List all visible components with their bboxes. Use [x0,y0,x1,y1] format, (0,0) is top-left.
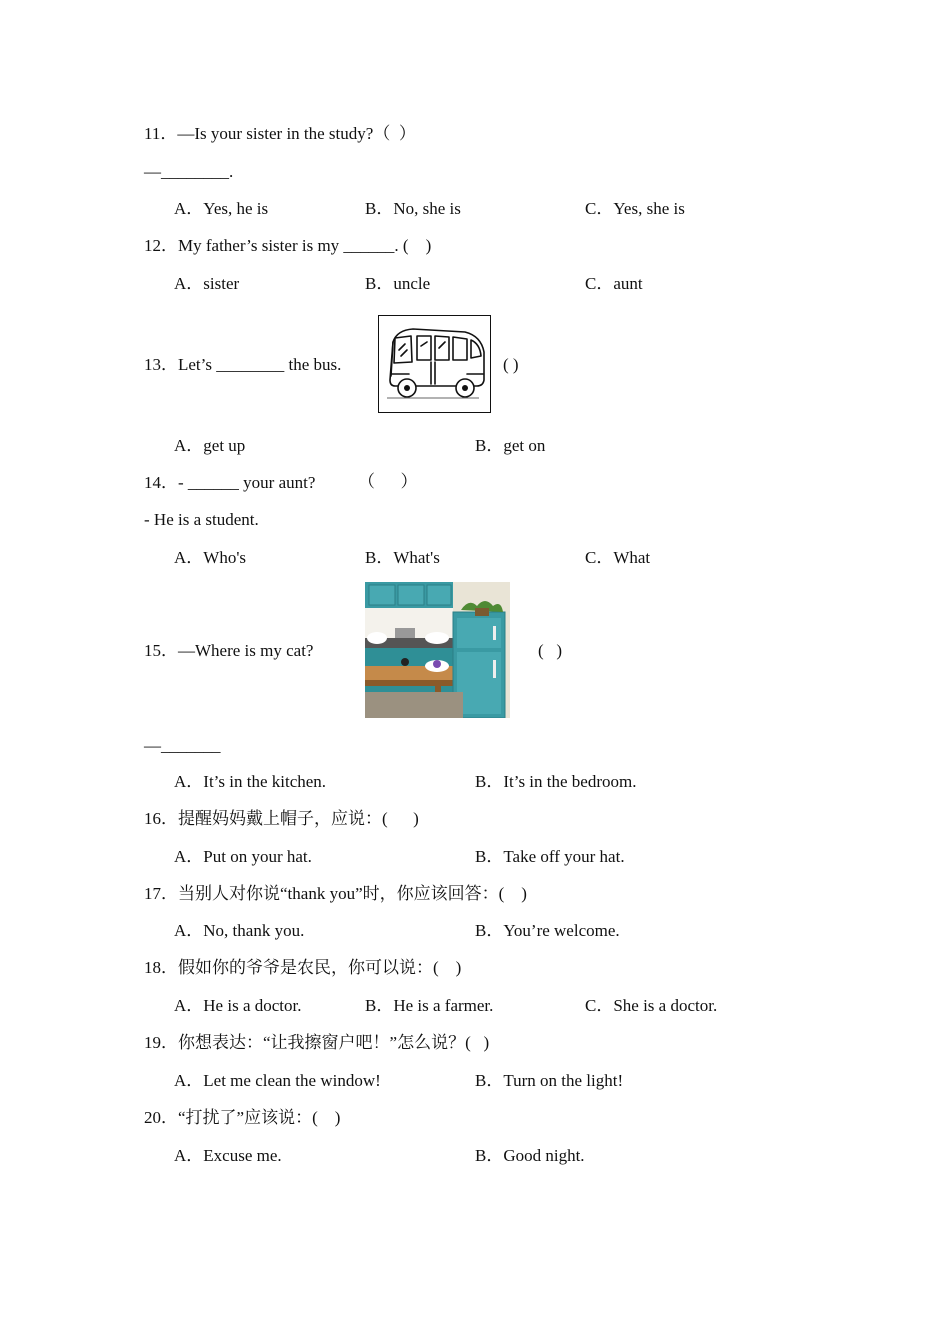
question-11-option-b[interactable]: B．No, she is [365,199,461,218]
question-19-stem: 19．你想表达：“让我擦窗户吧！”怎么说？( ) [144,1033,490,1052]
question-17-stem: 17．当别人对你说“thank you”时，你应该回答：( ) [144,884,527,903]
question-16-option-a[interactable]: A．Put on your hat. [174,847,312,866]
question-12-option-a[interactable]: A．sister [174,274,240,293]
question-15-answer-blank: —_______ [144,736,221,755]
question-13-option-a[interactable]: A．get up [174,436,246,455]
question-15-stem: 15．—Where is my cat? [144,641,314,660]
question-14-answer-bracket: （ ） [358,472,418,491]
question-12-option-b[interactable]: B．uncle [365,274,431,293]
question-20-stem: 20．“打扰了”应该说：( ) [144,1108,341,1127]
question-19-option-a[interactable]: A．Let me clean the window! [174,1071,381,1090]
question-19-option-b[interactable]: B．Turn on the light! [475,1071,624,1090]
question-18-stem: 18．假如你的爷爷是农民，你可以说：( ) [144,958,462,977]
question-18-option-a[interactable]: A．He is a doctor. [174,996,302,1015]
question-17-option-a[interactable]: A．No, thank you. [174,921,305,940]
question-12-option-c[interactable]: C．aunt [585,274,643,293]
question-15-option-a[interactable]: A．It’s in the kitchen. [174,772,327,791]
question-16-stem: 16．提醒妈妈戴上帽子，应说：( ) [144,809,419,828]
question-17-option-b[interactable]: B．You’re welcome. [475,921,620,940]
kitchen-illustration [365,582,510,718]
question-16-option-b[interactable]: B．Take off your hat. [475,847,625,866]
question-18-option-c[interactable]: C．She is a doctor. [585,996,718,1015]
question-20-option-b[interactable]: B．Good night. [475,1146,585,1165]
question-15-answer-bracket: ( ) [538,641,563,660]
bus-illustration [378,315,491,413]
question-14-option-a[interactable]: A．Who's [174,548,247,567]
question-13-option-b[interactable]: B．get on [475,436,546,455]
question-12-stem: 12．My father’s sister is my ______. ( ) [144,236,432,255]
question-13-answer-bracket: ( ) [503,355,519,374]
question-14-option-c[interactable]: C．What [585,548,651,567]
question-11-stem: 11．—Is your sister in the study?（ ） [144,124,416,143]
question-18-option-b[interactable]: B．He is a farmer. [365,996,494,1015]
question-13-stem: 13．Let’s ________ the bus. [144,355,342,374]
question-20-option-a[interactable]: A．Excuse me. [174,1146,282,1165]
question-14-response: - He is a student. [144,510,259,529]
question-11-option-a[interactable]: A．Yes, he is [174,199,269,218]
question-14-stem: 14．- ______ your aunt? [144,473,316,492]
question-15-option-b[interactable]: B．It’s in the bedroom. [475,772,637,791]
question-11-answer-blank: —________. [144,162,234,181]
question-11-option-c[interactable]: C．Yes, she is [585,199,685,218]
question-14-option-b[interactable]: B．What's [365,548,440,567]
